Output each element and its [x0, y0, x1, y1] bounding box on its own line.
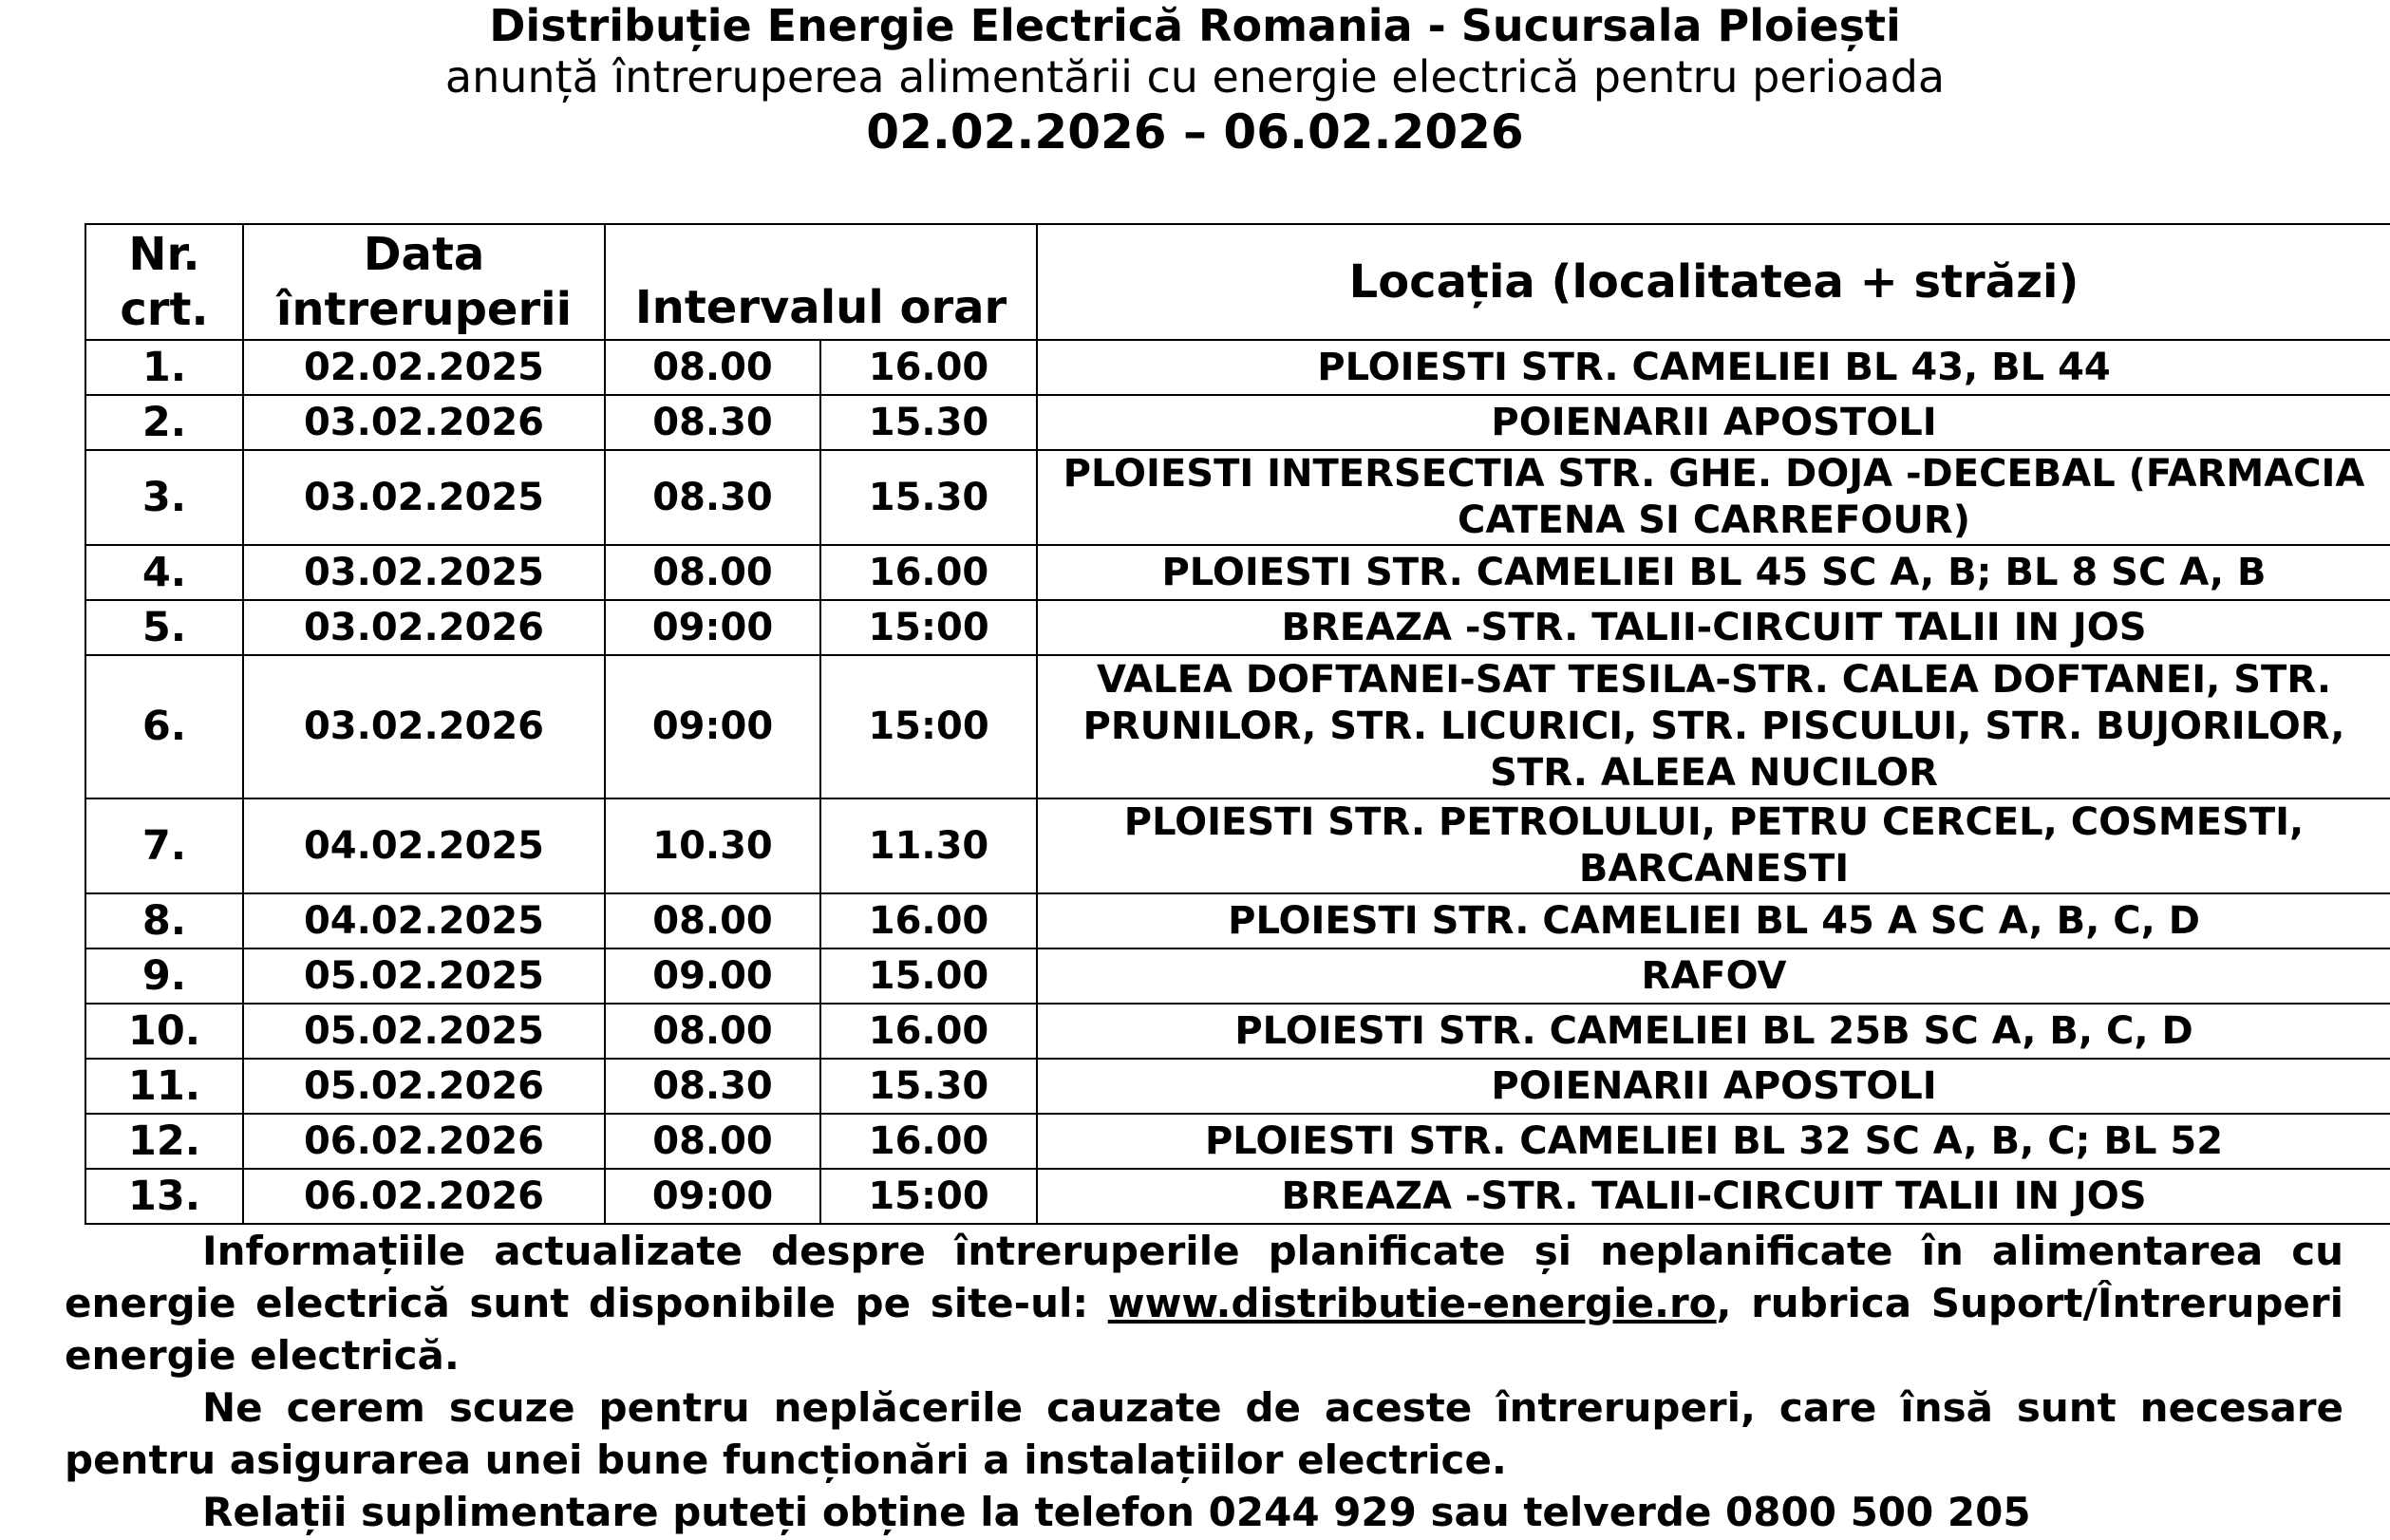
cell-date: 03.02.2026 [243, 395, 605, 450]
header-interval: Intervalul orar [605, 224, 1037, 340]
cell-date: 06.02.2026 [243, 1169, 605, 1224]
cell-location: BREAZA -STR. TALII-CIRCUIT TALII IN JOS [1037, 1169, 2390, 1224]
cell-end-time: 16.00 [820, 545, 1037, 600]
cell-location: PLOIESTI STR. CAMELIEI BL 45 SC A, B; BL 8 SC A, B [1037, 545, 2390, 600]
footer-info [65, 1225, 2343, 1538]
info-text-after: , rubrica Suport/Întreruperi energie electrică. [65, 1280, 2343, 1379]
cell-location: POIENARII APOSTOLI [1037, 395, 2390, 450]
cell-date: 03.02.2026 [243, 655, 605, 798]
cell-nr: 4. [85, 545, 243, 600]
website-link[interactable]: www.distributie-energie.ro [1107, 1280, 1717, 1326]
cell-nr: 12. [85, 1114, 243, 1169]
contact-paragraph: Relații suplimentare puteți obține la telefon 0244 929 sau telverde 0800 500 205 [202, 1489, 2031, 1535]
cell-location: PLOIESTI STR. CAMELIEI BL 32 SC A, B, C; BL 52 [1037, 1114, 2390, 1169]
cell-location: VALEA DOFTANEI-SAT TESILA-STR. CALEA DOFTANEI, STR. PRUNILOR, STR. LICURICI, STR. PISCULUI, STR. BUJORILOR, STR. ALEEA NUCILOR [1037, 655, 2390, 798]
cell-date: 06.02.2026 [243, 1114, 605, 1169]
cell-nr: 1. [85, 340, 243, 395]
cell-date: 02.02.2025 [243, 340, 605, 395]
cell-end-time: 15.30 [820, 450, 1037, 545]
cell-start-time: 08.30 [605, 395, 820, 450]
cell-start-time: 08.00 [605, 340, 820, 395]
cell-nr: 13. [85, 1169, 243, 1224]
table-body [85, 340, 2390, 1224]
cell-nr: 9. [85, 948, 243, 1004]
cell-nr: 6. [85, 655, 243, 798]
cell-end-time: 15:00 [820, 1169, 1037, 1224]
table-row [85, 1169, 2390, 1224]
cell-location: PLOIESTI STR. CAMELIEI BL 43, BL 44 [1037, 340, 2390, 395]
cell-end-time: 16.00 [820, 1004, 1037, 1059]
header-nr: Nr. crt. [85, 224, 243, 340]
table-row [85, 655, 2390, 798]
outage-schedule-table [85, 223, 2390, 1225]
notice-subtitle: anunță întreruperea alimentării cu energie electrică pentru perioada [444, 51, 1946, 103]
cell-date: 03.02.2026 [243, 600, 605, 655]
cell-start-time: 08.00 [605, 1114, 820, 1169]
header-location: Locația (localitatea + străzi) [1037, 224, 2390, 340]
cell-end-time: 15.30 [820, 395, 1037, 450]
cell-date: 03.02.2025 [243, 545, 605, 600]
cell-end-time: 16.00 [820, 893, 1037, 948]
cell-end-time: 15.30 [820, 1059, 1037, 1114]
cell-start-time: 09:00 [605, 655, 820, 798]
notice-period: 02.02.2026 – 06.02.2026 [866, 104, 1524, 160]
cell-start-time: 09:00 [605, 600, 820, 655]
cell-start-time: 09.00 [605, 948, 820, 1004]
cell-start-time: 08.30 [605, 450, 820, 545]
cell-nr: 2. [85, 395, 243, 450]
info-text-before: Informațiile actualizate despre întreruperile planificate și neplanificate în alimentarea cu energie electrică sunt disponibile pe site-ul: [65, 1228, 2343, 1326]
table-row [85, 600, 2390, 655]
cell-location: PLOIESTI STR. CAMELIEI BL 45 A SC A, B, C, D [1037, 893, 2390, 948]
table-row [85, 340, 2390, 395]
table-header-row [85, 224, 2390, 340]
notice-title: Distribuție Energie Electrică Romania - Sucursala Ploiești [489, 0, 1901, 51]
cell-location: RAFOV [1037, 948, 2390, 1004]
cell-date: 04.02.2025 [243, 798, 605, 893]
cell-nr: 8. [85, 893, 243, 948]
cell-start-time: 08.00 [605, 545, 820, 600]
cell-nr: 10. [85, 1004, 243, 1059]
cell-date: 05.02.2025 [243, 948, 605, 1004]
table-row [85, 545, 2390, 600]
info-paragraph [65, 1225, 2343, 1381]
cell-end-time: 15:00 [820, 655, 1037, 798]
table-row [85, 450, 2390, 545]
table-row [85, 893, 2390, 948]
cell-date: 04.02.2025 [243, 893, 605, 948]
cell-date: 05.02.2026 [243, 1059, 605, 1114]
table-row [85, 948, 2390, 1004]
cell-nr: 5. [85, 600, 243, 655]
table-row [85, 1059, 2390, 1114]
table-row [85, 1004, 2390, 1059]
header-date: Data întreruperii [243, 224, 605, 340]
cell-date: 05.02.2025 [243, 1004, 605, 1059]
table-row [85, 1114, 2390, 1169]
cell-location: POIENARII APOSTOLI [1037, 1059, 2390, 1114]
cell-location: PLOIESTI INTERSECTIA STR. GHE. DOJA -DECEBAL (FARMACIA CATENA SI CARREFOUR) [1037, 450, 2390, 545]
cell-nr: 11. [85, 1059, 243, 1114]
cell-date: 03.02.2025 [243, 450, 605, 545]
cell-start-time: 08.30 [605, 1059, 820, 1114]
cell-start-time: 10.30 [605, 798, 820, 893]
cell-start-time: 08.00 [605, 893, 820, 948]
cell-nr: 3. [85, 450, 243, 545]
cell-nr: 7. [85, 798, 243, 893]
cell-end-time: 16.00 [820, 340, 1037, 395]
cell-start-time: 08.00 [605, 1004, 820, 1059]
table-row [85, 798, 2390, 893]
cell-end-time: 16.00 [820, 1114, 1037, 1169]
apology-paragraph: Ne cerem scuze pentru neplăcerile cauzate de aceste întreruperi, care însă sunt necesare pentru asigurarea unei bune funcționări a instalațiilor electrice. [65, 1384, 2343, 1483]
cell-end-time: 11.30 [820, 798, 1037, 893]
cell-location: BREAZA -STR. TALII-CIRCUIT TALII IN JOS [1037, 600, 2390, 655]
cell-end-time: 15.00 [820, 948, 1037, 1004]
cell-start-time: 09:00 [605, 1169, 820, 1224]
cell-end-time: 15:00 [820, 600, 1037, 655]
table-row [85, 395, 2390, 450]
cell-location: PLOIESTI STR. PETROLULUI, PETRU CERCEL, COSMESTI, BARCANESTI [1037, 798, 2390, 893]
cell-location: PLOIESTI STR. CAMELIEI BL 25B SC A, B, C, D [1037, 1004, 2390, 1059]
